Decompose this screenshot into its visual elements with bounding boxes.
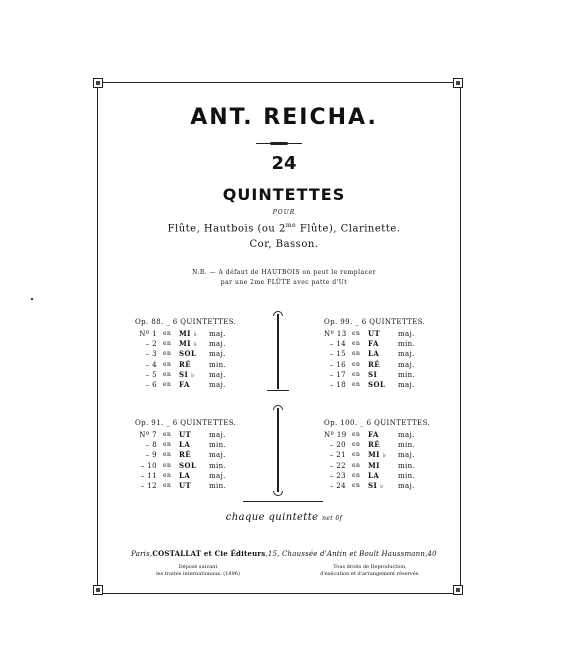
mode-name: min. (398, 471, 416, 480)
key-name: LA (368, 349, 380, 359)
quintet-number: – 21 (329, 451, 346, 460)
quintet-entry (135, 440, 236, 450)
en-word: en (163, 340, 172, 348)
mode-name: min. (209, 481, 227, 490)
key-name: RÉ (368, 440, 380, 450)
mode-name: min. (209, 461, 227, 470)
quintet-number: – 5 (145, 370, 157, 379)
quintet-entry (324, 370, 425, 380)
instr-part-b: Flûte), Clarinette. (299, 223, 401, 235)
key-name: MI ♭ (179, 329, 198, 338)
en-word: en (352, 481, 361, 489)
en-word: en (163, 451, 172, 459)
key-name: MI (368, 460, 380, 470)
key-name: UT (179, 430, 192, 439)
key-name: LA (368, 470, 380, 480)
en-word: en (352, 330, 361, 337)
corner-ornament-top-left (93, 78, 103, 88)
key-name: LA (179, 440, 191, 450)
quintet-entry (135, 430, 236, 440)
opus-heading: Op. 99. _ 6 QUINTETTES. (324, 318, 426, 326)
quintet-entry (324, 440, 430, 450)
opus-heading: Op. 88. _ 6 QUINTETTES. (135, 318, 237, 326)
key-name: SI ♭ (179, 369, 195, 379)
quintet-entry (324, 461, 430, 471)
mode-name: maj. (398, 431, 415, 439)
mode-name: maj. (398, 330, 415, 338)
quintet-number: – 24 (329, 481, 346, 490)
quintet-number: – 3 (145, 350, 157, 359)
quintet-entry (135, 370, 236, 380)
quintet-entry (324, 430, 430, 440)
key-name: FA (179, 379, 190, 389)
quintet-entry (324, 349, 425, 359)
opus-group-op99 (324, 318, 425, 390)
footer-right-line-2: d'exécution et d'arrangement réservés. (320, 571, 420, 577)
en-word: en (163, 380, 172, 388)
quintet-number: – 20 (329, 441, 346, 450)
en-word: en (352, 451, 361, 459)
quintet-number: – 17 (329, 370, 346, 379)
key-name: SI (368, 369, 378, 379)
mode-name: min. (209, 441, 227, 450)
quintet-entry (324, 481, 430, 491)
quintet-entry (135, 380, 236, 390)
en-word: en (163, 461, 172, 469)
corner-ornament-bottom-left (93, 585, 103, 595)
publisher-city: Paris, (131, 550, 153, 558)
quintet-number: Nº 19 (324, 431, 347, 439)
mode-name: maj. (209, 330, 226, 338)
en-word: en (163, 370, 172, 378)
opus-group-op88 (135, 318, 236, 390)
quintet-number: – 4 (145, 360, 157, 369)
corner-ornament-top-right (453, 78, 463, 88)
key-name: SOL (179, 349, 197, 359)
en-word: en (352, 350, 361, 358)
mode-name: maj. (209, 340, 226, 349)
quintet-number: – 8 (145, 441, 157, 450)
instr-part-a: Flûte, Hautbois (ou 2 (167, 223, 286, 235)
quintet-entry (135, 481, 236, 491)
quintet-number: Nº 7 (139, 431, 157, 439)
key-name: LA (179, 470, 191, 480)
en-word: en (352, 380, 361, 388)
key-name: RÉ (179, 450, 191, 460)
key-name: RÉ (179, 359, 191, 369)
corner-ornament-bottom-right (453, 585, 463, 595)
mode-name: maj. (398, 360, 415, 369)
quintet-number: – 16 (329, 360, 346, 369)
mode-name: maj. (209, 471, 226, 480)
price-text: chaque quintette (225, 512, 319, 523)
footer-left-line-1: Déposé suivant (178, 564, 218, 570)
quintet-entry (324, 471, 430, 481)
opus-heading: Op. 100. _ 6 QUINTETTES. (324, 419, 431, 427)
en-word: en (352, 370, 361, 378)
quintet-number: – 11 (140, 471, 157, 480)
price-line (0, 512, 568, 523)
footer-left-line-2: les traités internationaux. (1896) (156, 571, 240, 577)
quintet-entry (324, 329, 425, 339)
mode-name: min. (209, 360, 227, 369)
mode-name: maj. (398, 481, 415, 490)
mode-name: maj. (398, 380, 415, 389)
opus-group-op100 (324, 419, 430, 491)
en-word: en (163, 481, 172, 489)
quintet-number: – 6 (145, 380, 157, 389)
key-name: FA (368, 430, 379, 439)
en-word: en (352, 471, 361, 479)
opus-group-op91 (135, 419, 236, 491)
en-word: en (352, 441, 361, 449)
en-word: en (352, 461, 361, 469)
ink-speck (31, 298, 33, 300)
quintet-entry (135, 329, 236, 339)
footer-right-line-1: Tous droits de Reproduction, (333, 564, 407, 570)
quintet-entry (135, 461, 236, 471)
note-line-1: N.B. — A défaut de HAUTBOIS on peut le remplacer (192, 269, 376, 276)
footer-left-notice (128, 564, 268, 578)
key-name: MI ♭ (179, 339, 198, 349)
mode-name: maj. (209, 431, 226, 439)
quintet-number: – 12 (140, 481, 157, 490)
instrumentation-line-1 (0, 222, 568, 234)
price-amount: net 6f (322, 515, 343, 522)
publisher-address: ,15, Chaussée d'Antin et Boult Haussmann,40 (265, 550, 437, 558)
en-word: en (163, 350, 172, 358)
key-name: SOL (368, 379, 386, 389)
quintet-number: Nº 13 (324, 330, 347, 338)
quintet-number: – 14 (329, 340, 346, 349)
mode-name: min. (398, 340, 416, 349)
en-word: en (352, 340, 361, 348)
key-name: UT (368, 329, 381, 338)
quintet-number: – 18 (329, 380, 346, 389)
en-word: en (352, 360, 361, 368)
quintet-entry (324, 339, 425, 349)
mode-name: maj. (209, 451, 226, 460)
en-word: en (352, 431, 361, 438)
quintet-number: Nº 1 (139, 330, 157, 338)
en-word: en (163, 360, 172, 368)
instrumentation-line-2: Cor, Basson. (249, 239, 319, 250)
footer-right-notice (300, 564, 440, 578)
note-line-2: par une 2me FLÛTE avec patte d'Ut (220, 279, 348, 286)
key-name: MI ♭ (368, 450, 387, 460)
pour-label: POUR (272, 209, 296, 216)
quintet-entry (135, 339, 236, 349)
quintet-number: – 9 (145, 451, 157, 460)
en-word: en (163, 330, 172, 337)
key-name: SOL (179, 460, 197, 470)
quintet-entry (135, 360, 236, 370)
title-ornament-rule (256, 143, 302, 144)
mode-name: maj. (209, 350, 226, 359)
key-name: UT (179, 480, 192, 490)
key-name: FA (368, 339, 379, 349)
quintet-number: – 10 (140, 461, 157, 470)
substitution-note (0, 268, 568, 288)
quintet-number: – 2 (145, 340, 157, 349)
mode-name: maj. (209, 370, 226, 379)
work-title: QUINTETTES (222, 185, 346, 204)
quintet-entry (324, 380, 425, 390)
key-name: SI ♭ (368, 480, 384, 490)
en-word: en (163, 441, 172, 449)
key-name: RÉ (368, 359, 380, 369)
quintet-number: – 15 (329, 350, 346, 359)
quintet-entry (324, 450, 430, 460)
quintet-entry (135, 450, 236, 460)
mode-name: min. (398, 441, 416, 450)
quintet-number: – 22 (329, 461, 346, 470)
mode-name: maj. (398, 350, 415, 359)
mode-name: maj. (398, 451, 415, 460)
quintet-entry (135, 471, 236, 481)
mode-name: min. (398, 461, 416, 470)
quintet-count: 24 (271, 153, 297, 174)
mode-name: maj. (209, 380, 226, 389)
opus-heading: Op. 91. _ 6 QUINTETTES. (135, 419, 237, 427)
price-separator-rule (243, 501, 323, 502)
quintet-entry (135, 349, 236, 359)
en-word: en (163, 431, 172, 438)
en-word: en (163, 471, 172, 479)
composer-title: ANT. REICHA. (190, 105, 378, 130)
mode-name: min. (398, 370, 416, 379)
publisher-line (0, 549, 568, 558)
quintet-number: – 23 (329, 471, 346, 480)
publisher-name: COSTALLAT et Cie Éditeurs (152, 549, 266, 558)
instr-sup: me (285, 222, 297, 229)
quintet-entry (324, 360, 425, 370)
